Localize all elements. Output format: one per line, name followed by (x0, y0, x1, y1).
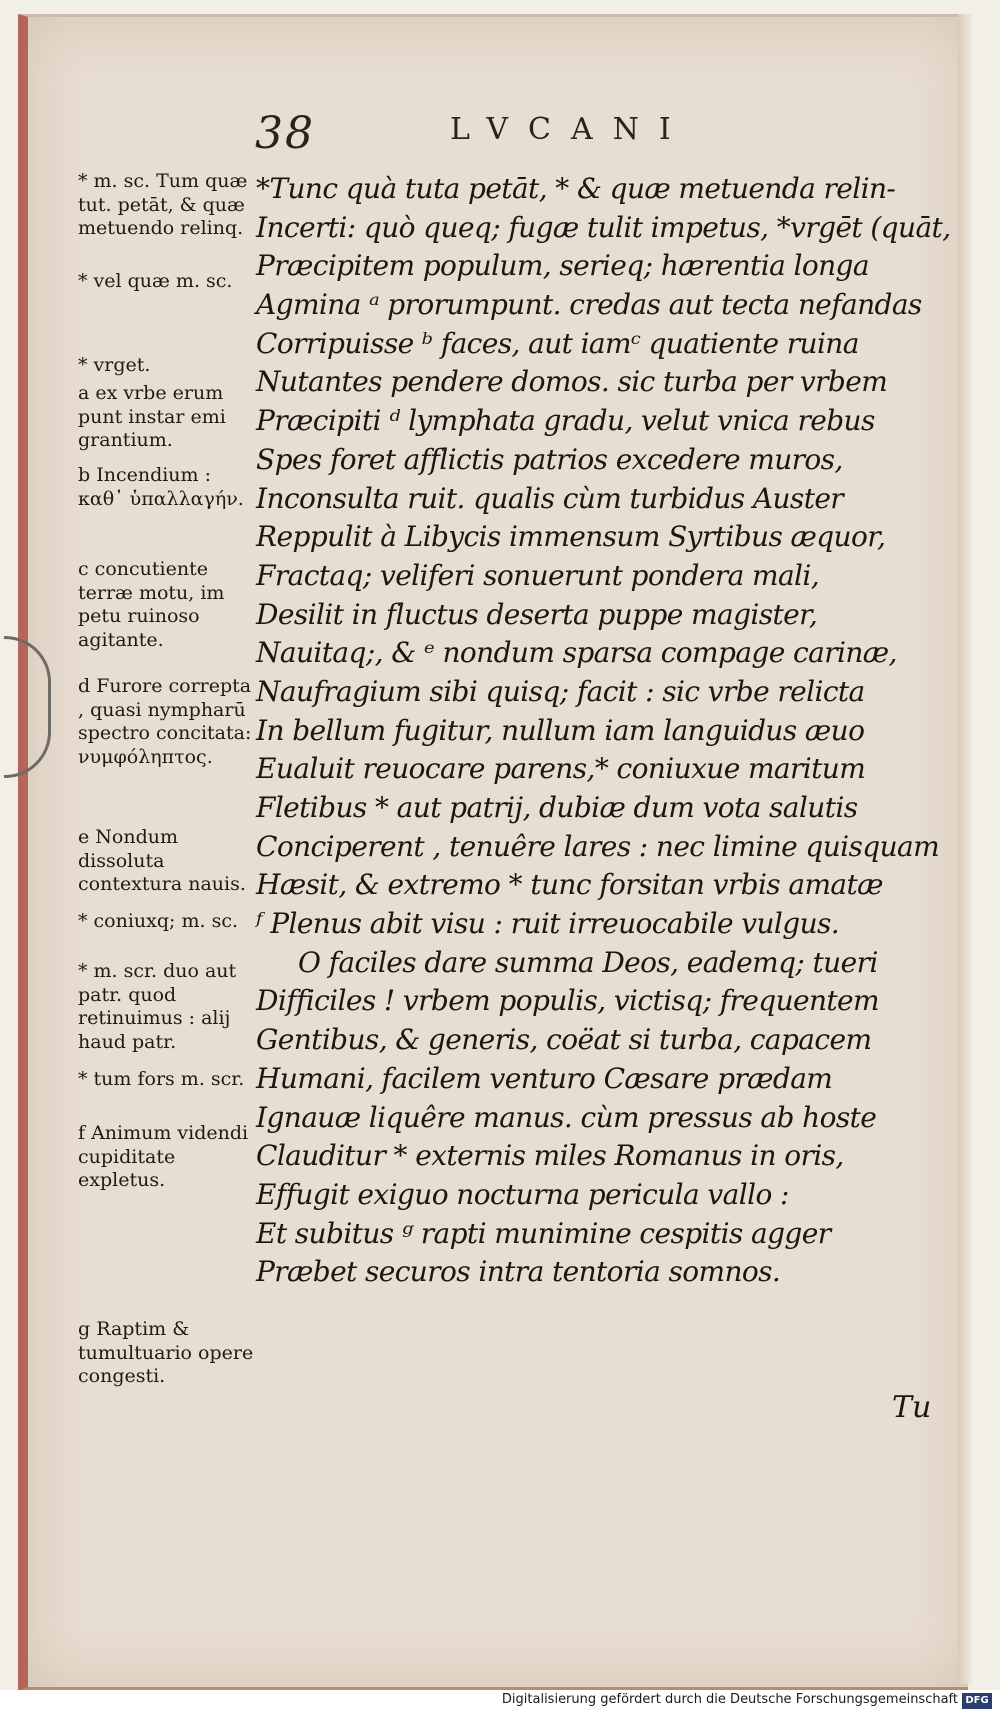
footer-bar (0, 1690, 1000, 1713)
margin-notes (78, 170, 256, 1410)
verse-line: Incerti: quò queq; fugæ tulit impetus, *vrgēt (quāt, (256, 210, 951, 244)
verse-line: Conciperent , tenuêre lares : nec limine quisquam (256, 829, 940, 863)
margin-note: e Nondum dissoluta contextura nauis. (78, 826, 246, 895)
verse-line: Agmina ᵃ prorumpunt. credas aut tecta nefandas (256, 288, 922, 322)
verse-line: Et subitus ᵍ rapti munimine cespitis agger (256, 1216, 831, 1250)
margin-note: * tum fors m. scr. (78, 1068, 245, 1090)
verse-line: Nauitaq;, & ᵉ nondum sparsa compage carinæ, (256, 636, 897, 670)
verse-line: Reppulit à Libycis immensum Syrtibus æquor, (256, 520, 886, 554)
page-number: 38 (255, 108, 315, 159)
funding-credit: Digitalisierung gefördert durch die Deutsche Forschungsgemeinschaft (501, 1692, 958, 1707)
verse-line: Præbet securos intra tentoria somnos. (256, 1255, 781, 1289)
verse-line: Præcipitem populum, serieq; hærentia longa (256, 249, 869, 283)
verse-line: *Tunc quà tuta petāt, * & quæ metuenda relin- (256, 172, 896, 205)
margin-note: * vrget. (78, 354, 151, 376)
verse-text (256, 170, 961, 1410)
verse-line: Effugit exiguo nocturna pericula vallo : (256, 1177, 789, 1211)
margin-note: * vel quæ m. sc. (78, 270, 233, 292)
verse-line: Fractaq; veliferi sonuerunt pondera mali, (256, 558, 820, 592)
verse-line: Spes foret afflictis patrios excedere muros, (256, 442, 843, 476)
page-header (255, 108, 955, 158)
verse-line: Desilit in fluctus deserta puppe magister, (256, 597, 818, 631)
verse-line: O faciles dare summa Deos, eademq; tueri (298, 945, 878, 979)
margin-note: f Animum videndi cupiditate expletus. (78, 1122, 249, 1191)
verse-line: Præcipiti ᵈ lymphata gradu, velut vnica rebus (256, 404, 875, 438)
margin-note: b Incendium : καθ᾽ ὑπαλλαγήν. (78, 464, 244, 510)
margin-note: * coniuxq; m. sc. (78, 910, 239, 932)
verse-line: Fletibus * aut patrij, dubiæ dum vota salutis (256, 791, 858, 824)
margin-note: a ex vrbe erum punt instar emi grantium. (78, 382, 226, 451)
catchword: Tu (892, 1390, 932, 1425)
verse-line: Naufragium sibi quisq; facit : sic vrbe relicta (256, 674, 865, 708)
verse-line: Eualuit reuocare parens,* coniuxue maritum (256, 752, 866, 786)
verse-line: Clauditur * externis miles Romanus in oris, (256, 1139, 844, 1173)
verse-line: Inconsulta ruit. qualis cùm turbidus Auster (256, 481, 844, 515)
verse-line: Difficiles ! vrbem populis, victisq; frequentem (256, 984, 879, 1018)
dfg-logo: DFG (962, 1693, 992, 1709)
verse-line: Humani, facilem venturo Cæsare prædam (256, 1061, 833, 1095)
margin-note: * m. scr. duo aut patr. quod retinuimus : alij haud patr. (78, 960, 237, 1053)
verse-line: Hæsit, & extremo * tunc forsitan vrbis amatæ (256, 868, 883, 902)
margin-note: c concutiente terræ motu, im petu ruinoso agitante. (78, 558, 225, 651)
verse-line: Ignauæ liquêre manus. cùm pressus ab hoste (256, 1100, 877, 1134)
running-title: LVCANI (450, 112, 691, 147)
verse-line: ᶠ Plenus abit visu : ruit irreuocabile vulgus. (256, 907, 840, 941)
margin-note: * m. sc. Tum quæ tut. petāt, & quæ metuendo relinq. (78, 170, 248, 239)
margin-note: d Furore correpta , quasi nympharū spectro concitata: νυμφόληπτος. (78, 675, 252, 768)
verse-line: Corripuisse ᵇ faces, aut iamᶜ quatiente ruina (256, 326, 859, 360)
verse-line: In bellum fugitur, nullum iam languidus æuo (256, 713, 865, 747)
margin-note: g Raptim & tumultuario opere congesti. (78, 1318, 254, 1387)
verse-line: Nutantes pendere domos. sic turba per vrbem (256, 365, 888, 399)
verse-line: Gentibus, & generis, coëat si turba, capacem (256, 1023, 872, 1057)
